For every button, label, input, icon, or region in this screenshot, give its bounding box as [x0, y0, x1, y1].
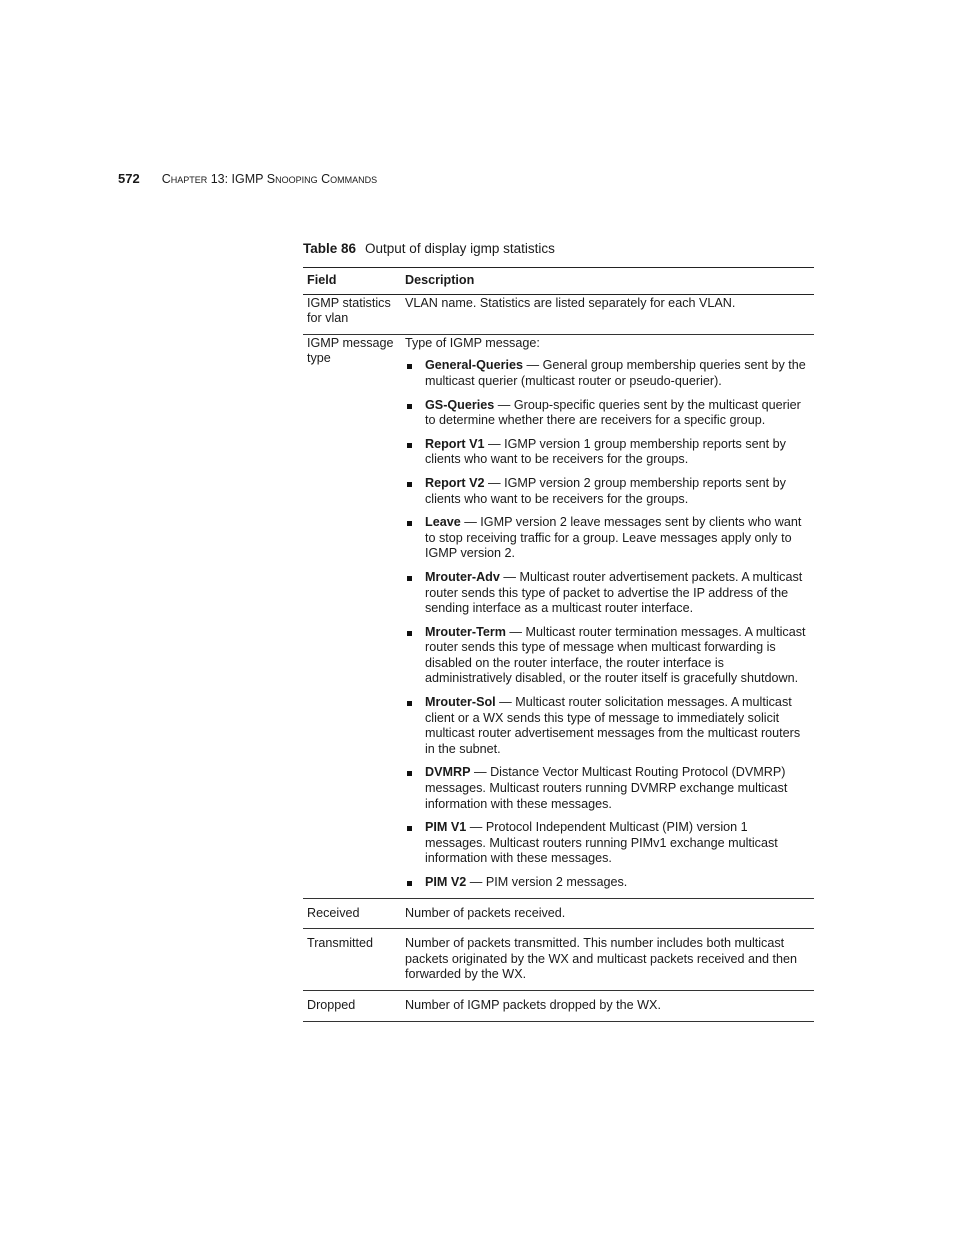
list-item-term: Report V2	[425, 475, 485, 490]
list-item	[405, 875, 810, 891]
list-item	[405, 820, 810, 867]
list-item	[405, 358, 810, 389]
list-item	[405, 765, 810, 812]
list-item-text: — General group membership queries sent by the multicast querier (multicast router or pseudo-querier).	[425, 358, 806, 388]
list-item-text: — Protocol Independent Multicast (PIM) version 1 messages. Multicast routers running PIMv1 exchange multicast information with these messages.	[425, 820, 778, 866]
field-cell: Dropped	[307, 997, 356, 1012]
column-header-description: Description	[405, 273, 475, 287]
list-item-text: — Multicast router advertisement packets. A multicast router sends this type of packet to advertise the IP address of the sending interface as a multicast router interface.	[425, 569, 803, 616]
table-row	[303, 334, 814, 898]
chapter-title: Chapter 13: IGMP Snooping Commands	[161, 172, 378, 186]
bullet-icon	[407, 631, 412, 636]
table-caption-title: Output of display igmp statistics	[365, 241, 555, 256]
list-item-text: — Multicast router termination messages. A multicast router sends this type of message when multicast forwarding is disabled on the router interface, the router interface is administratively disabled, or the router itself is gracefully shutdown.	[425, 624, 806, 686]
bullet-icon	[407, 443, 412, 448]
page-number: 572	[118, 171, 140, 186]
list-item-term: PIM V2	[425, 875, 467, 889]
description-cell	[401, 334, 814, 898]
list-item	[405, 625, 810, 687]
table-row	[303, 294, 814, 334]
table-caption-label: Table 86	[303, 241, 357, 256]
bullet-icon	[407, 404, 412, 409]
list-item-text: — Multicast router solicitation messages. A multicast client or a WX sends this type of message to immediately solicit multicast router advertisement messages from the multicast routers in the subnet.	[425, 695, 801, 756]
table-header-row	[303, 268, 814, 295]
description-cell: Number of IGMP packets dropped by the WX.	[405, 997, 661, 1012]
column-header-field: Field	[307, 273, 337, 287]
description-intro: Type of IGMP message:	[405, 335, 540, 350]
list-item-text: — IGMP version 2 group membership reports sent by clients who want to be receivers for the groups.	[425, 475, 786, 506]
running-header	[118, 171, 377, 186]
list-item	[405, 695, 810, 757]
list-item-text: — PIM version 2 messages.	[466, 875, 628, 889]
list-item	[405, 515, 810, 562]
table-row	[303, 990, 814, 1021]
description-cell: Number of packets received.	[405, 905, 566, 920]
field-cell: IGMP statistics for vlan	[307, 295, 391, 326]
list-item	[405, 476, 810, 507]
list-item-text: — IGMP version 2 leave messages sent by clients who want to stop receiving traffic for a group. Leave messages apply only to IGMP version 2.	[425, 515, 802, 561]
list-item-term: GS-Queries	[425, 397, 495, 412]
bullet-icon	[407, 576, 412, 581]
list-item-term: Leave	[425, 515, 461, 530]
table-caption	[303, 241, 555, 256]
field-cell: Transmitted	[307, 936, 374, 951]
list-item-term: DVMRP	[425, 765, 471, 780]
list-item-term: Mrouter-Sol	[425, 695, 496, 710]
list-item-term: Mrouter-Term	[425, 624, 506, 639]
table-row	[303, 929, 814, 991]
bullet-icon	[407, 881, 412, 886]
list-item-term: PIM V1	[425, 820, 467, 835]
bullet-icon	[407, 482, 412, 487]
description-cell: VLAN name. Statistics are listed separately for each VLAN.	[405, 295, 736, 310]
bullet-icon	[407, 826, 412, 831]
list-item-term: Report V1	[425, 436, 485, 451]
description-cell: Number of packets transmitted. This number includes both multicast packets originated by the WX and multicast packets received and then forwarded by the WX.	[405, 936, 798, 982]
list-item	[405, 570, 810, 617]
field-cell: IGMP message type	[307, 335, 394, 366]
list-item-text: — Group-specific queries sent by the multicast querier to determine whether there are receivers for a specific group.	[425, 397, 801, 428]
bullet-icon	[407, 771, 412, 776]
list-item-term: Mrouter-Adv	[425, 569, 500, 584]
bullet-icon	[407, 364, 412, 369]
table-row	[303, 898, 814, 929]
message-type-list	[405, 358, 810, 890]
list-item-term: General-Queries	[425, 358, 523, 373]
list-item-text: — Distance Vector Multicast Routing Protocol (DVMRP) messages. Multicast routers running DVMRP exchange multicast information with these messages.	[425, 765, 788, 811]
list-item-text: — IGMP version 1 group membership reports sent by clients who want to be receivers for the groups.	[425, 436, 786, 467]
field-cell: Received	[307, 905, 360, 920]
igmp-statistics-table	[303, 267, 814, 1022]
list-item	[405, 437, 810, 468]
bullet-icon	[407, 521, 412, 526]
list-item	[405, 398, 810, 429]
bullet-icon	[407, 701, 412, 706]
